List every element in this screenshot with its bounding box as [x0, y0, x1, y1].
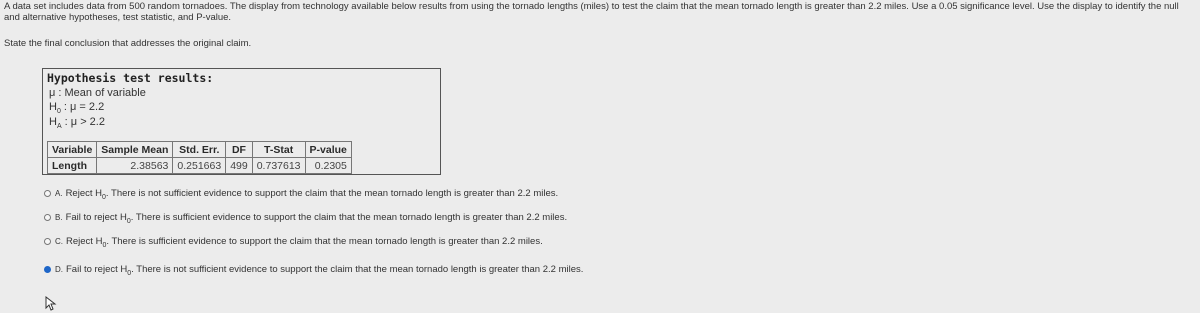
table-header-row: [48, 142, 352, 158]
mu-definition: μ : Mean of variable: [49, 87, 146, 99]
option-d[interactable]: D. Fail to reject $H_0$. There is not sufficient evidence to support the claim that the mean tornado length is greater than 2.2 miles.: [44, 264, 583, 277]
column-header: Std. Err.: [173, 142, 226, 158]
option-c[interactable]: C. Reject $H_0$. There is sufficient evidence to support the claim that the mean tornado length is greater than 2.2 miles.: [44, 236, 543, 249]
option-b[interactable]: B. Fail to reject $H_0$. There is sufficient evidence to support the claim that the mean tornado length is greater than 2.2 miles.: [44, 212, 567, 225]
radio-button[interactable]: [44, 190, 51, 197]
question-instruction: State the final conclusion that addresses the original claim.: [4, 38, 252, 49]
cell-variable: Length: [48, 158, 97, 174]
alternative-hypothesis: $H_A$ : μ > 2.2: [49, 116, 105, 131]
radio-button[interactable]: [44, 266, 51, 273]
cell-std-err: 0.251663: [173, 158, 226, 174]
column-header: Sample Mean: [97, 142, 173, 158]
column-header: P-value: [305, 142, 351, 158]
column-header: DF: [226, 142, 253, 158]
cell-t-stat: 0.737613: [252, 158, 305, 174]
cell-p-value: 0.2305: [305, 158, 351, 174]
radio-button[interactable]: [44, 238, 51, 245]
option-a[interactable]: A. Reject $H_0$. There is not sufficient evidence to support the claim that the mean tornado length is greater than 2.2 miles.: [44, 188, 558, 201]
question-text: A data set includes data from 500 random tornadoes. The display from technology available below results from using the tornado lengths (miles) to test the claim that the mean tornado length is greater than 2.2 miles. Use a 0.05 significance level. Use the display to identify the null and alternative hypotheses, test statistic, and P-value.: [4, 1, 1179, 23]
column-header: T-Stat: [252, 142, 305, 158]
column-header: Variable: [48, 142, 97, 158]
table-row: [48, 158, 352, 174]
cell-df: 499: [226, 158, 253, 174]
hypothesis-results-panel: [42, 68, 441, 175]
null-hypothesis: $H_0$ : μ = 2.2: [49, 101, 105, 116]
radio-button[interactable]: [44, 214, 51, 221]
results-table: [47, 141, 352, 174]
cell-sample-mean: 2.38563: [97, 158, 173, 174]
mouse-pointer-icon: [45, 296, 59, 311]
results-title: Hypothesis test results:: [47, 71, 214, 85]
